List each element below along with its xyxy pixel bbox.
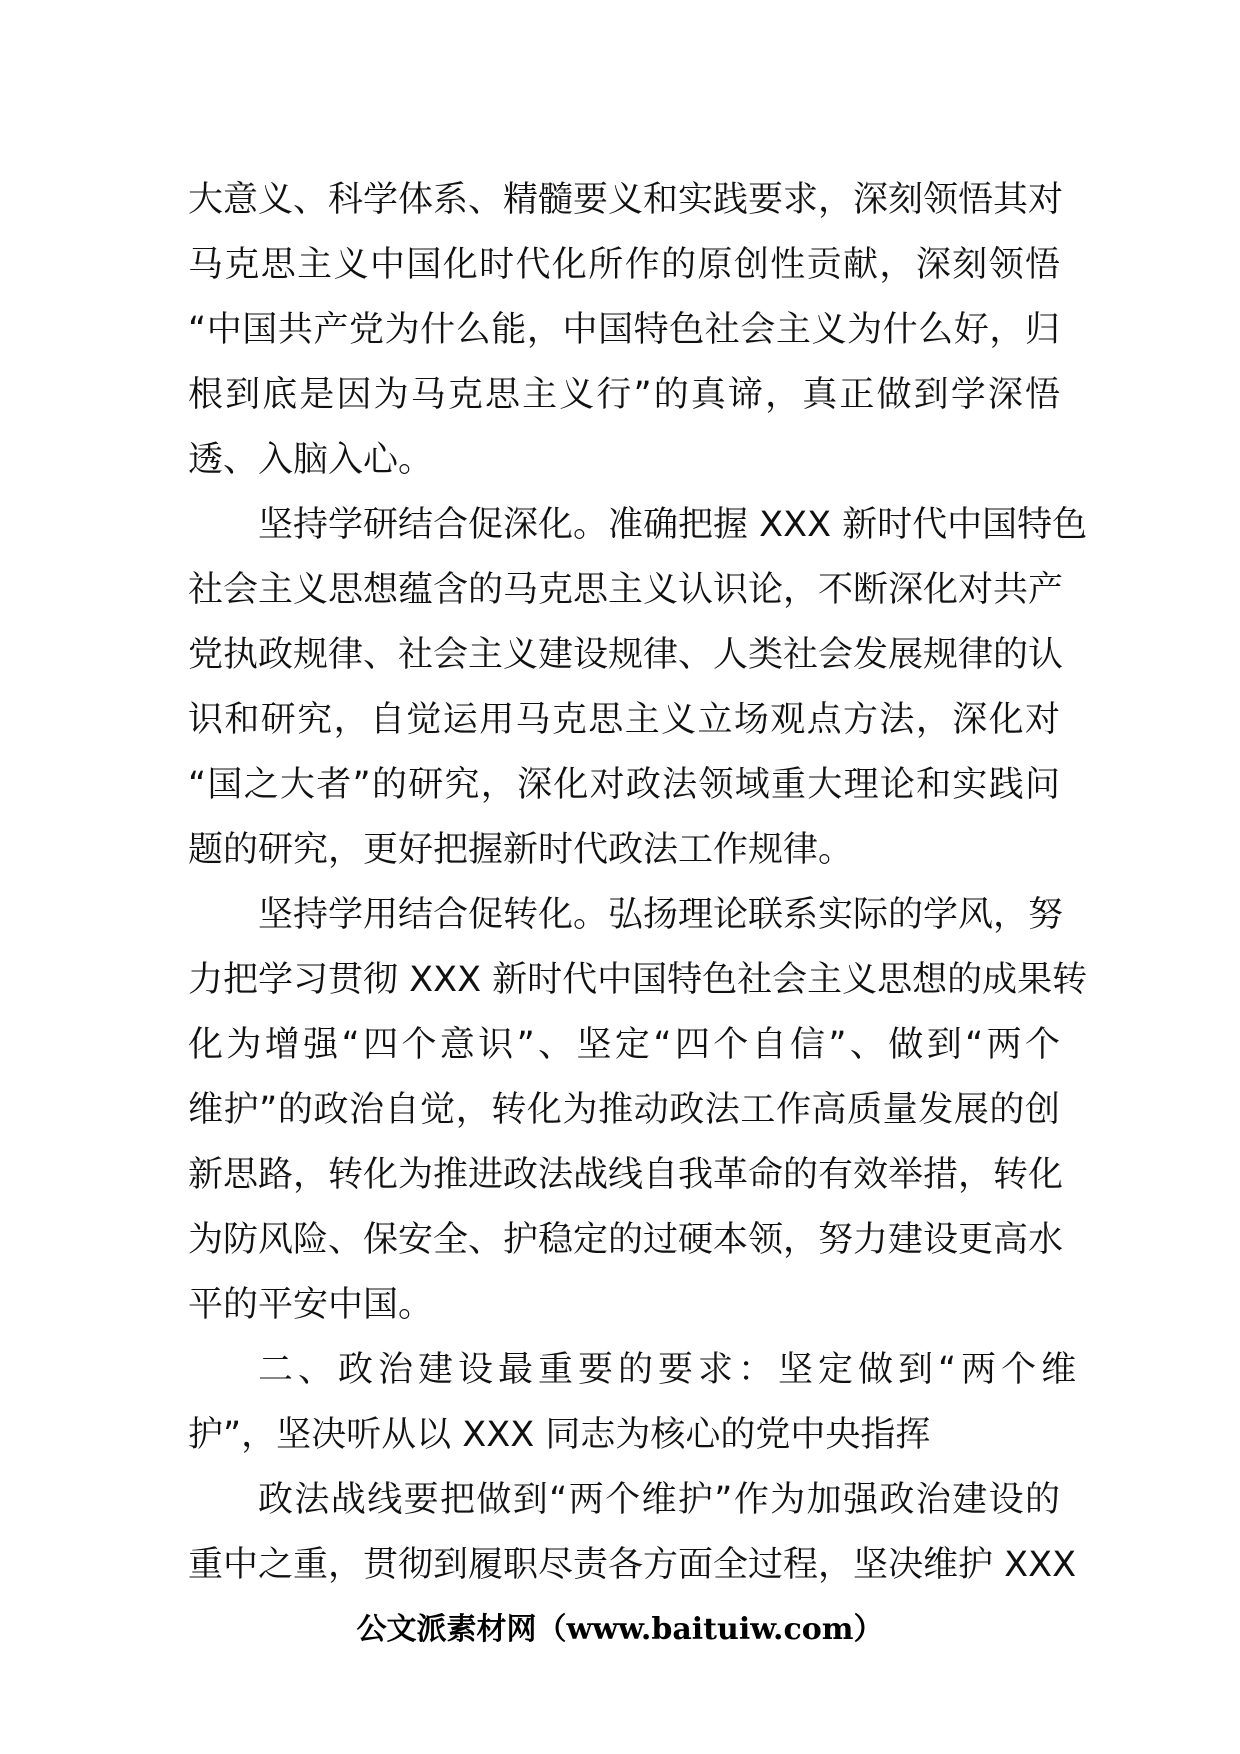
text-line: 重中之重，贯彻到履职尽责各方面全过程，坚决维护 XXX [188,1545,1077,1585]
text-line: “中国共产党为什么能，中国特色社会主义为什么好，归 [188,310,1060,350]
text-line: 题的研究，更好把握新时代政法工作规律。 [188,830,854,870]
text-line: 马克思主义中国化时代化所作的原创性贡献，深刻领悟 [188,245,1060,285]
text-line: 坚持学用结合促转化。弘扬理论联系实际的学风，努 [258,895,1064,935]
text-line: 党执政规律、社会主义建设规律、人类社会发展规律的认 [188,635,1064,675]
text-line: 维护”的政治自觉，转化为推动政法工作高质量发展的创 [188,1090,1060,1130]
text-line: 力把学习贯彻 XXX 新时代中国特色社会主义思想的成果转 [188,960,1088,1000]
text-line: “国之大者”的研究，深化对政法领域重大理论和实践问 [188,765,1060,805]
text-line: 政法战线要把做到“两个维护”作为加强政治建设的 [258,1480,1060,1520]
section-heading: 护”，坚决听从以 XXX 同志为核心的党中央指挥 [188,1415,931,1455]
text-line: 坚持学研结合促深化。准确把握 XXX 新时代中国特色 [258,505,1088,545]
text-line: 识和研究，自觉运用马克思主义立场观点方法，深化对 [188,700,1060,740]
section-heading: 二、政治建设最重要的要求：坚定做到“两个维 [258,1350,1082,1390]
text-line: 透、入脑入心。 [188,440,434,480]
text-line: 化为增强“四个意识”、坚定“四个自信”、做到“两个 [188,1025,1060,1065]
document-body [188,168,1088,1598]
text-line: 新思路，转化为推进政法战线自我革命的有效举措，转化 [188,1155,1064,1195]
text-line: 社会主义思想蕴含的马克思主义认识论，不断深化对共产 [188,570,1064,610]
text-line: 根到底是因为马克思主义行”的真谛，真正做到学深悟 [188,375,1060,415]
text-line: 为防风险、保安全、护稳定的过硬本领，努力建设更高水 [188,1220,1064,1260]
text-line: 大意义、科学体系、精髓要义和实践要求，深刻领悟其对 [188,180,1064,220]
footer-watermark: 公文派素材网（www.baituiw.com） [356,1612,884,1647]
text-line: 平的平安中国。 [188,1285,434,1325]
